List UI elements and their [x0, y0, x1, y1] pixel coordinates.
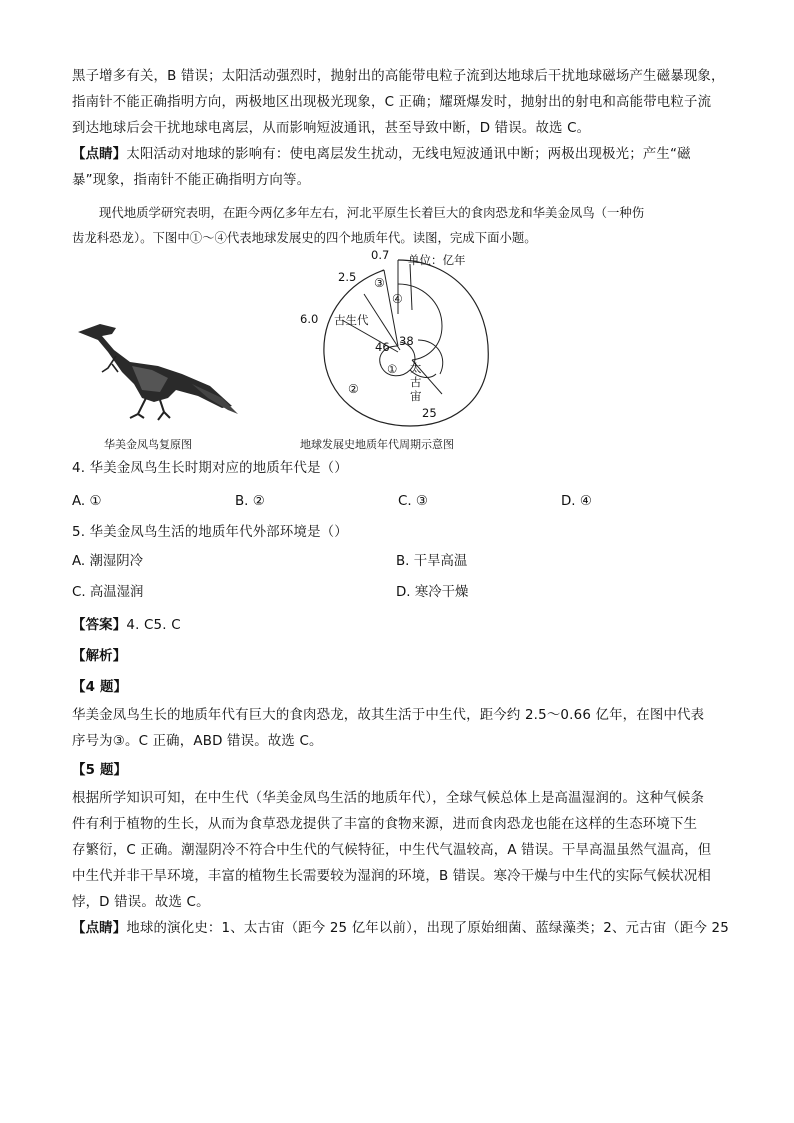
tip2-label: 【点睛】 [72, 921, 127, 936]
sub5-line-5: 悖，D 错误。故选 C。 [72, 895, 210, 910]
tick-label-2-5: 2.5 [338, 270, 357, 284]
prev-explanation-line-1: 黑子增多有关，B 错误；太阳活动强烈时，抛射出的高能带电粒子流到达地球后干扰地球磁场产生磁暴现象， [72, 69, 725, 84]
tip2-line-1: 地球的演化史：1、太古宙（距今 25 亿年以前），出现了原始细菌、蓝绿藻类；2、元古宙（距今 25 [126, 921, 729, 936]
unit-label: 单位：亿年 [408, 253, 466, 267]
era-archean-label-1: 太 [410, 361, 422, 375]
question-5-options-row-2 [72, 577, 732, 608]
marker-2: ② [348, 382, 359, 396]
q5-option-b[interactable]: B. 干旱高温 [396, 554, 468, 569]
sub5-line-2: 件有利于植物的生长，从而为食草恐龙提供了丰富的食物来源，进而食肉恐龙也能在这样的生态环境下生 [72, 817, 698, 832]
answer-label: 【答案】 [72, 618, 127, 633]
prev-explanation-line-2: 指南针不能正确指明方向，两极地区出现极光现象，C 正确；耀斑爆发时，抛射出的射电和高能带电粒子流 [72, 95, 712, 110]
sub-question-4-label: 【4 题】 [72, 680, 128, 695]
q5-option-d[interactable]: D. 寒冷干燥 [396, 585, 469, 600]
q4-option-d[interactable]: D. ④ [561, 494, 592, 509]
figure-area [72, 248, 732, 454]
tip-label: 【点睛】 [72, 147, 127, 162]
bird-caption: 华美金凤鸟复原图 [104, 438, 192, 451]
answer-line [72, 610, 732, 641]
marker-4: ④ [392, 292, 403, 306]
era-archean-label-3: 宙 [410, 389, 422, 403]
question-4-stem: 4. 华美金凤鸟生长时期对应的地质年代是（） [72, 461, 348, 476]
answer-value: 4. C5. C [126, 618, 181, 633]
sub4-line-2: 序号为③。C 正确，ABD 错误。故选 C。 [72, 734, 323, 749]
question-5-options-row-1 [72, 546, 732, 577]
tip-text-line-1: 太阳活动对地球的影响有：使电离层发生扰动，无线电短波通讯中断；两极出现极光；产生“磁 [126, 147, 691, 162]
sub5-line-4: 中生代并非干旱环境，丰富的植物生长需要较为湿润的环境，B 错误。寒冷干燥与中生代的实际气候状况相 [72, 869, 712, 884]
marker-3: ③ [374, 276, 385, 290]
era-cenozoic-label: 古生代 [334, 313, 369, 327]
dinosaur-bird-illustration [72, 306, 242, 426]
era-archean-label-2: 古 [410, 375, 422, 389]
question-4-options [72, 488, 732, 516]
intro-line-2: 齿龙科恐龙）。下图中①～④代表地球发展史的四个地质年代。读图，完成下面小题。 [72, 230, 537, 245]
analysis-label: 【解析】 [72, 649, 127, 664]
tick-label-46: 46 [375, 340, 390, 354]
q4-option-c[interactable]: C. ③ [398, 494, 428, 509]
tick-label-6-0: 6.0 [300, 312, 319, 326]
sub5-line-3: 存繁衍，C 正确。潮湿阴冷不符合中生代的气候特征，中生代气温较高，A 错误。干旱高温虽然气温高，但 [72, 843, 712, 858]
q4-option-b[interactable]: B. ② [235, 494, 265, 509]
tick-label-0-7: 0.7 [371, 248, 390, 262]
sub5-line-1: 根据所学知识可知，在中生代（华美金凤鸟生活的地质年代），全球气候总体上是高温湿润的。这种气候条 [72, 791, 705, 806]
tip-text-line-2: 暴”现象，指南针不能正确指明方向等。 [72, 173, 311, 188]
tip-paragraph-2 [72, 916, 732, 942]
q4-option-a[interactable]: A. ① [72, 494, 102, 509]
question-5-stem: 5. 华美金凤鸟生活的地质年代外部环境是（） [72, 525, 348, 540]
tip-paragraph-1 [72, 142, 732, 168]
q5-option-c[interactable]: C. 高温湿润 [72, 585, 144, 600]
tick-label-38: 38 [399, 334, 414, 348]
sub4-line-1: 华美金凤鸟生长的地质年代有巨大的食肉恐龙，故其生活于中生代，距今约 2.5～0.66 亿年，在图中代表 [72, 708, 705, 723]
document-page [72, 64, 732, 942]
prev-explanation-line-3: 到达地球后会干扰地球电离层，从而影响短波通讯，甚至导致中断，D 错误。故选 C。 [72, 121, 591, 136]
marker-1: ① [387, 362, 398, 376]
spiral-caption: 地球发展史地质年代周期示意图 [300, 438, 454, 451]
q5-option-a[interactable]: A. 潮湿阴冷 [72, 554, 143, 569]
tick-label-25: 25 [422, 406, 437, 420]
sub-question-5-label: 【5 题】 [72, 763, 128, 778]
intro-line-1: 现代地质学研究表明，在距今两亿多年左右，河北平原生长着巨大的食肉恐龙和华美金凤鸟（一种伤 [99, 205, 645, 220]
